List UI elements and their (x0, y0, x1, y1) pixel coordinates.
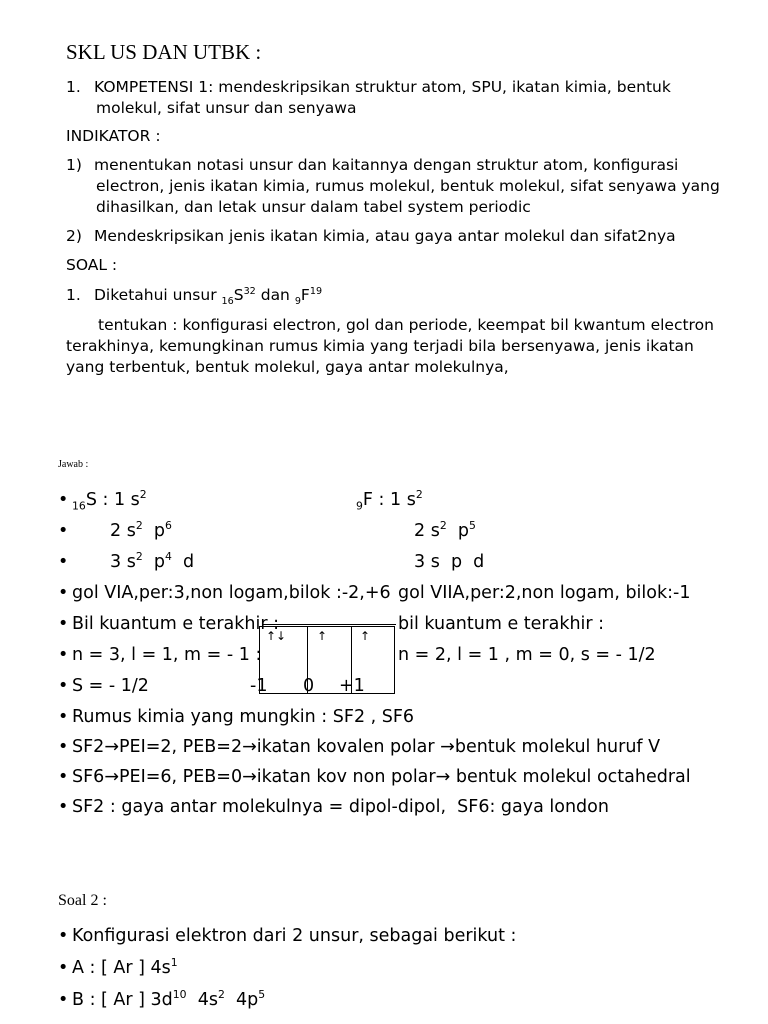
arrow-right-icon: → (242, 737, 257, 757)
s-shell-3 (110, 552, 194, 572)
kompetensi-num: 1. (66, 78, 81, 96)
indikator-item-2-num: 2) (66, 227, 82, 245)
arrow-right-icon: → (104, 767, 119, 787)
soal2-a-sup: 1 (170, 956, 178, 970)
n-s: n = 3, l = 1, m = - 1 : (72, 645, 262, 665)
bullet: • (58, 645, 69, 665)
bullet: • (58, 490, 69, 510)
f-2s-sup: 2 (439, 519, 447, 533)
bullet: • (58, 583, 69, 603)
bullet: • (58, 990, 69, 1010)
indikator-item-1-line-3: dihasilkan, dan letak unsur dalam tabel system periodic (96, 198, 531, 216)
bullet: • (58, 676, 69, 696)
sf6-b: PEI=6, PEB=0 (118, 767, 243, 787)
f-symbol: F (300, 286, 310, 304)
sf2-c: ikatan kovalen polar (256, 737, 441, 757)
soal2-b-row (58, 990, 265, 1010)
s-config-row (58, 488, 147, 513)
spin-s: S = - 1/2 (72, 676, 149, 696)
f-shell-2 (414, 521, 476, 541)
kompetensi-item (66, 78, 671, 96)
bullet: • (58, 797, 69, 817)
bil-s: Bil kuantum e terakhir : (72, 614, 279, 634)
n-f: n = 2, l = 1 , m = 0, s = - 1/2 (398, 645, 656, 665)
soal2-b-sup-1: 10 (172, 988, 187, 1002)
n-s-row (58, 645, 261, 665)
indikator-label: INDIKATOR : (66, 127, 161, 145)
soal2-intro-row (58, 926, 516, 946)
indikator-item-1-line-1: menentukan notasi unsur dan kaitannya dengan struktur atom, konfigurasi (94, 156, 679, 174)
soal2-b-2: 4s (186, 990, 218, 1010)
soal2-a: A : [ Ar ] 4s (72, 958, 171, 978)
soal-question-1 (66, 285, 323, 308)
bullet: • (58, 552, 69, 572)
soal2-a-row (58, 958, 178, 978)
kompetensi-line-2: molekul, sifat unsur dan senyawa (96, 99, 357, 117)
s-3p: p (142, 552, 165, 572)
soal-q1-task-2: terakhinya, kemungkinan rumus kimia yang terjadi bila bersenyawa, jenis ikatan (66, 337, 694, 355)
s-atomic-number: 16 (221, 296, 234, 308)
f-2p-sup: 5 (468, 519, 476, 533)
bullet: • (58, 958, 69, 978)
sf2-a: SF2 (72, 737, 105, 757)
gol-f: gol VIIA,per:2,non logam, bilok:-1 (398, 583, 691, 603)
sf2-b: PEI=2, PEB=2 (118, 737, 243, 757)
arrow-right-icon: → (435, 767, 451, 787)
s-3p-sup: 4 (164, 550, 172, 564)
s-3s-sup: 2 (135, 550, 143, 564)
s-conf-sup: 2 (139, 488, 147, 502)
bil-f: bil kuantum e terakhir : (398, 614, 605, 634)
f-shell-3: 3 s p d (414, 552, 485, 572)
orbital-m-0: 0 (303, 676, 315, 696)
gaya-row (58, 797, 609, 817)
bullet: • (58, 521, 69, 541)
f-conf-z: 9 (356, 499, 363, 513)
jawab-label: Jawab : (58, 459, 89, 470)
f-conf-sup: 2 (415, 488, 423, 502)
s-shell-2-bullet (58, 521, 72, 541)
indikator-item-2-line-1: Mendeskripsikan jenis ikatan kimia, atau gaya antar molekul dan sifat2nya (94, 227, 676, 245)
s-symbol: S (233, 286, 244, 304)
arrow-up-icon: ↑ (360, 629, 371, 643)
orbital-m-minus-1: -1 (250, 676, 268, 696)
s-2s: 2 s (110, 521, 136, 541)
rumus-row (58, 707, 414, 727)
sf6-d: bentuk molekul octahedral (450, 767, 691, 787)
sf6-a: SF6 (72, 767, 105, 787)
orbital-top-line (262, 624, 396, 625)
indikator-item-2 (66, 227, 676, 245)
bil-s-row (58, 614, 279, 634)
arrow-right-icon: → (104, 737, 119, 757)
soal2-b-3: 4p (224, 990, 259, 1010)
soal2-b-1: B : [ Ar ] 3d (72, 990, 173, 1010)
f-atomic-number: 9 (294, 296, 301, 308)
f-2s: 2 s (414, 521, 440, 541)
bullet: • (58, 614, 69, 634)
gol-s: gol VIA,per:3,non logam,bilok :-2,+6 (72, 583, 391, 603)
spin-s-row (58, 676, 149, 696)
sf6-row (58, 767, 691, 787)
soal2-intro: Konfigurasi elektron dari 2 unsur, sebagai berikut : (72, 926, 517, 946)
rumus: Rumus kimia yang mungkin : SF2 , SF6 (72, 707, 415, 727)
soal2-b-sup-3: 5 (258, 988, 266, 1002)
s-conf-z: 16 (72, 499, 86, 513)
soal-q1-prefix: Diketahui unsur (94, 286, 222, 304)
orbital-m-plus-1: +1 (339, 676, 365, 696)
s-mass-number: 32 (243, 285, 256, 297)
f-conf-text: F : 1 s (362, 490, 416, 510)
arrow-right-icon: → (242, 767, 257, 787)
s-2p-sup: 6 (164, 519, 172, 533)
soal-q1-task-1: tentukan : konfigurasi electron, gol dan periode, keempat bil kwantum electron (98, 316, 714, 334)
bullet: • (58, 767, 69, 787)
s-shell-2 (110, 521, 172, 541)
indikator-item-1-num: 1) (66, 156, 82, 174)
soal2-label: Soal 2 : (58, 892, 107, 909)
bullet: • (58, 737, 69, 757)
soal-label: SOAL : (66, 256, 118, 274)
sf6-c: ikatan kov non polar (256, 767, 436, 787)
bullet: • (58, 707, 69, 727)
f-config-row (356, 488, 423, 513)
gaya: SF2 : gaya antar molekulnya = dipol-dipol, SF6: gaya london (72, 797, 609, 817)
sf2-d: bentuk molekul huruf V (454, 737, 661, 757)
s-shell-3-bullet (58, 552, 72, 572)
s-3s: 3 s (110, 552, 136, 572)
soal2-b-sup-2: 2 (217, 988, 225, 1002)
kompetensi-line-1: KOMPETENSI 1: mendeskripsikan struktur atom, SPU, ikatan kimia, bentuk (94, 78, 671, 96)
soal-q1-task-3: yang terbentuk, bentuk molekul, gaya antar molekulnya, (66, 358, 509, 376)
bullet: • (58, 926, 69, 946)
s-2p: p (142, 521, 165, 541)
indikator-item-1-line-2: electron, jenis ikatan kimia, rumus molekul, bentuk molekul, sifat senyawa yang (96, 177, 720, 195)
arrow-up-down-icon: ↑↓ (266, 629, 287, 643)
arrow-up-icon: ↑ (317, 629, 328, 643)
f-mass-number: 19 (309, 285, 323, 297)
soal-q1-num: 1. (66, 286, 81, 304)
sf2-row (58, 737, 660, 757)
indikator-item-1 (66, 156, 678, 174)
arrow-right-icon: → (440, 737, 455, 757)
gol-s-row (58, 583, 391, 603)
s-2s-sup: 2 (135, 519, 143, 533)
page-title: SKL US DAN UTBK : (66, 40, 262, 64)
soal-q1-dan: dan (255, 286, 295, 304)
s-3d: d (171, 552, 195, 572)
s-conf-text: S : 1 s (85, 490, 140, 510)
f-2p: p (446, 521, 469, 541)
